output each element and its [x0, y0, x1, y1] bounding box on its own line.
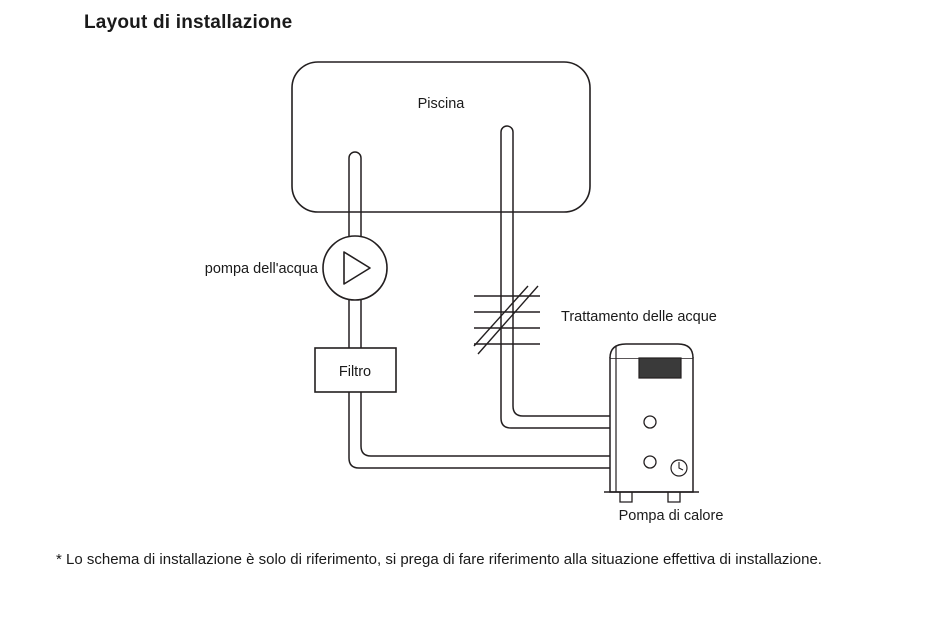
filter-to-heatpump-pipe-inner — [361, 392, 633, 456]
heat-pump-unit — [604, 344, 699, 502]
pump-to-filter-pipe — [349, 300, 361, 350]
heat-pump-inlet-port — [644, 416, 656, 428]
heat-pump-outlet-port — [644, 456, 656, 468]
installation-layout-diagram — [0, 40, 941, 530]
water-treatment-hatching — [474, 286, 540, 354]
pool-label: Piscina — [417, 96, 465, 112]
page-title: Layout di installazione — [84, 12, 293, 33]
heat-pump-foot-left — [620, 492, 632, 502]
heat-pump-top-cover — [610, 344, 693, 358]
diagram-canvas — [0, 40, 941, 530]
water-pump-label: pompa dell'acqua — [204, 261, 318, 277]
heat-pump-foot-right — [668, 492, 680, 502]
heat-pump-display — [639, 358, 681, 378]
pool-shape — [292, 62, 590, 212]
footnote-text: * Lo schema di installazione è solo di riferimento, si prega di fare riferimento alla situazione effettiva di installazione. — [56, 551, 822, 568]
water-treatment-label: Trattamento delle acque — [561, 309, 717, 325]
filter-label: Filtro — [338, 364, 372, 380]
heat-pump-label: Pompa di calore — [618, 508, 724, 524]
